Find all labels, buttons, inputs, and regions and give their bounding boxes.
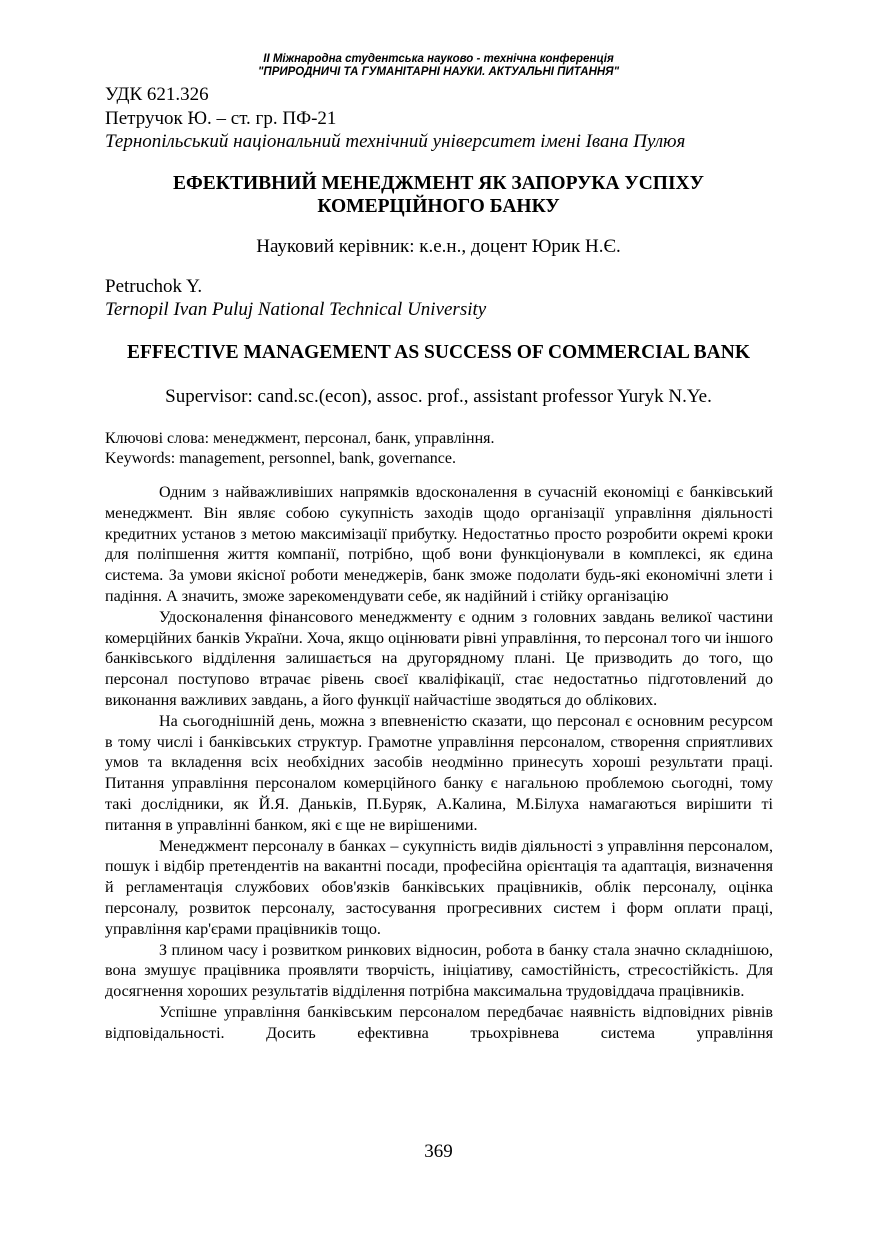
author-ua: Петручок Ю. – ст. гр. ПФ-21 [105, 108, 337, 129]
page-number: 369 [424, 1141, 453, 1162]
supervisor-en: Supervisor: cand.sc.(econ), assoc. prof., assistant professor Yuryk N.Ye. [165, 386, 712, 407]
conference-header-line-2: "ПРИРОДНИЧІ ТА ГУМАНІТАРНІ НАУКИ. АКТУАЛЬНІ ПИТАННЯ" [257, 66, 620, 78]
paragraph: Удосконалення фінансового менеджменту є одним з головних завдань великої частини комерційних банків України. Хоча, якщо оцінювати рівні управління, то персонал того чи іншого банківського відділення залишається на другорядному плані. Це призводить до того, що персонал поступово втрачає рівень своєї кваліфікації, стає недостатньо підготовлений до виконання важливих завдань, а його функції найчастіше зводяться до облікових. [105, 608, 773, 709]
paragraph: Менеджмент персоналу в банках – сукупність видів діяльності з управління персоналом, пошук і відбір претендентів на вакантні посади, професійна орієнтація та адаптація, визначення й регламентація службових обов'язків банківських працівників, облік персоналу, оцінка персоналу, розвиток персоналу, застосування прогресивних систем і форм оплати праці, управління кар'єрами працівників тощо. [105, 837, 773, 938]
affiliation-ua: Тернопільський національний технічний університет імені Івана Пулюя [105, 131, 686, 152]
title-ua-line-1: ЕФЕКТИВНИЙ МЕНЕДЖМЕНТ ЯК ЗАПОРУКА УСПІХУ [173, 173, 704, 194]
udc-code: УДК 621.326 [105, 84, 209, 105]
affiliation-en: Ternopil Ivan Puluj National Technical University [105, 299, 487, 320]
title-ua-line-2: КОМЕРЦІЙНОГО БАНКУ [317, 196, 560, 217]
paragraph: На сьогоднішній день, можна з впевненістю сказати, що персонал є основним ресурсом в тому числі і банківських структур. Грамотне управління персоналом, створення сприятливих умов та вкладення всіх необхідних засобів неодмінно принесуть хороші результати праці. Питання управління персоналом комерційного банку є нагальною проблемою сьогодні, тому такі дослідники, як Й.Я. Даньків, П.Буряк, А.Калина, М.Білуха намагаються вирішити ті питання в управлінні банком, які є ще не вирішеними. [105, 712, 773, 834]
author-en: Petruchok Y. [105, 276, 203, 297]
body-text [105, 483, 773, 1045]
conference-header-line-1: II Міжнародна студентська науково - технічна конференція [263, 53, 614, 65]
paragraph: Успішне управління банківським персоналом передбачає наявність відповідних рівнів відповідальності. Досить ефективна трьохрівнева система управління [105, 1003, 773, 1042]
title-en: EFFECTIVE MANAGEMENT AS SUCCESS OF COMMERCIAL BANK [127, 342, 750, 363]
paragraph: З плином часу і розвитком ринкових відносин, робота в банку стала значно складнішою, вона змушує працівника проявляти творчість, ініціативу, самостійність, стресостійкість. Для досягнення хороших результатів відділення потрібна максимальна трудовіддача працівників. [105, 941, 773, 1001]
paragraph: Одним з найважливіших напрямків вдосконалення в сучасній економіці є банківський менеджмент. Він являє собою сукупність заходів щодо організації управління діяльності кредитних установ з метою максимізації прибутку. Недостатньо просто розробити окремі кроки для поліпшення життя компанії, потрібно, щоб вони функціонували в комплексі, як єдина система. За умови якісної роботи менеджерів, банк зможе подолати будь-які економічні злети і падіння. А значить, зможе зарекомендувати себе, як надійний і стійку організацію [105, 484, 773, 605]
keywords-ua: Ключові слова: менеджмент, персонал, банк, управління. [105, 430, 495, 447]
supervisor-ua: Науковий керівник: к.е.н., доцент Юрик Н.Є. [256, 236, 621, 257]
keywords-en: Keywords: management, personnel, bank, governance. [105, 450, 456, 467]
